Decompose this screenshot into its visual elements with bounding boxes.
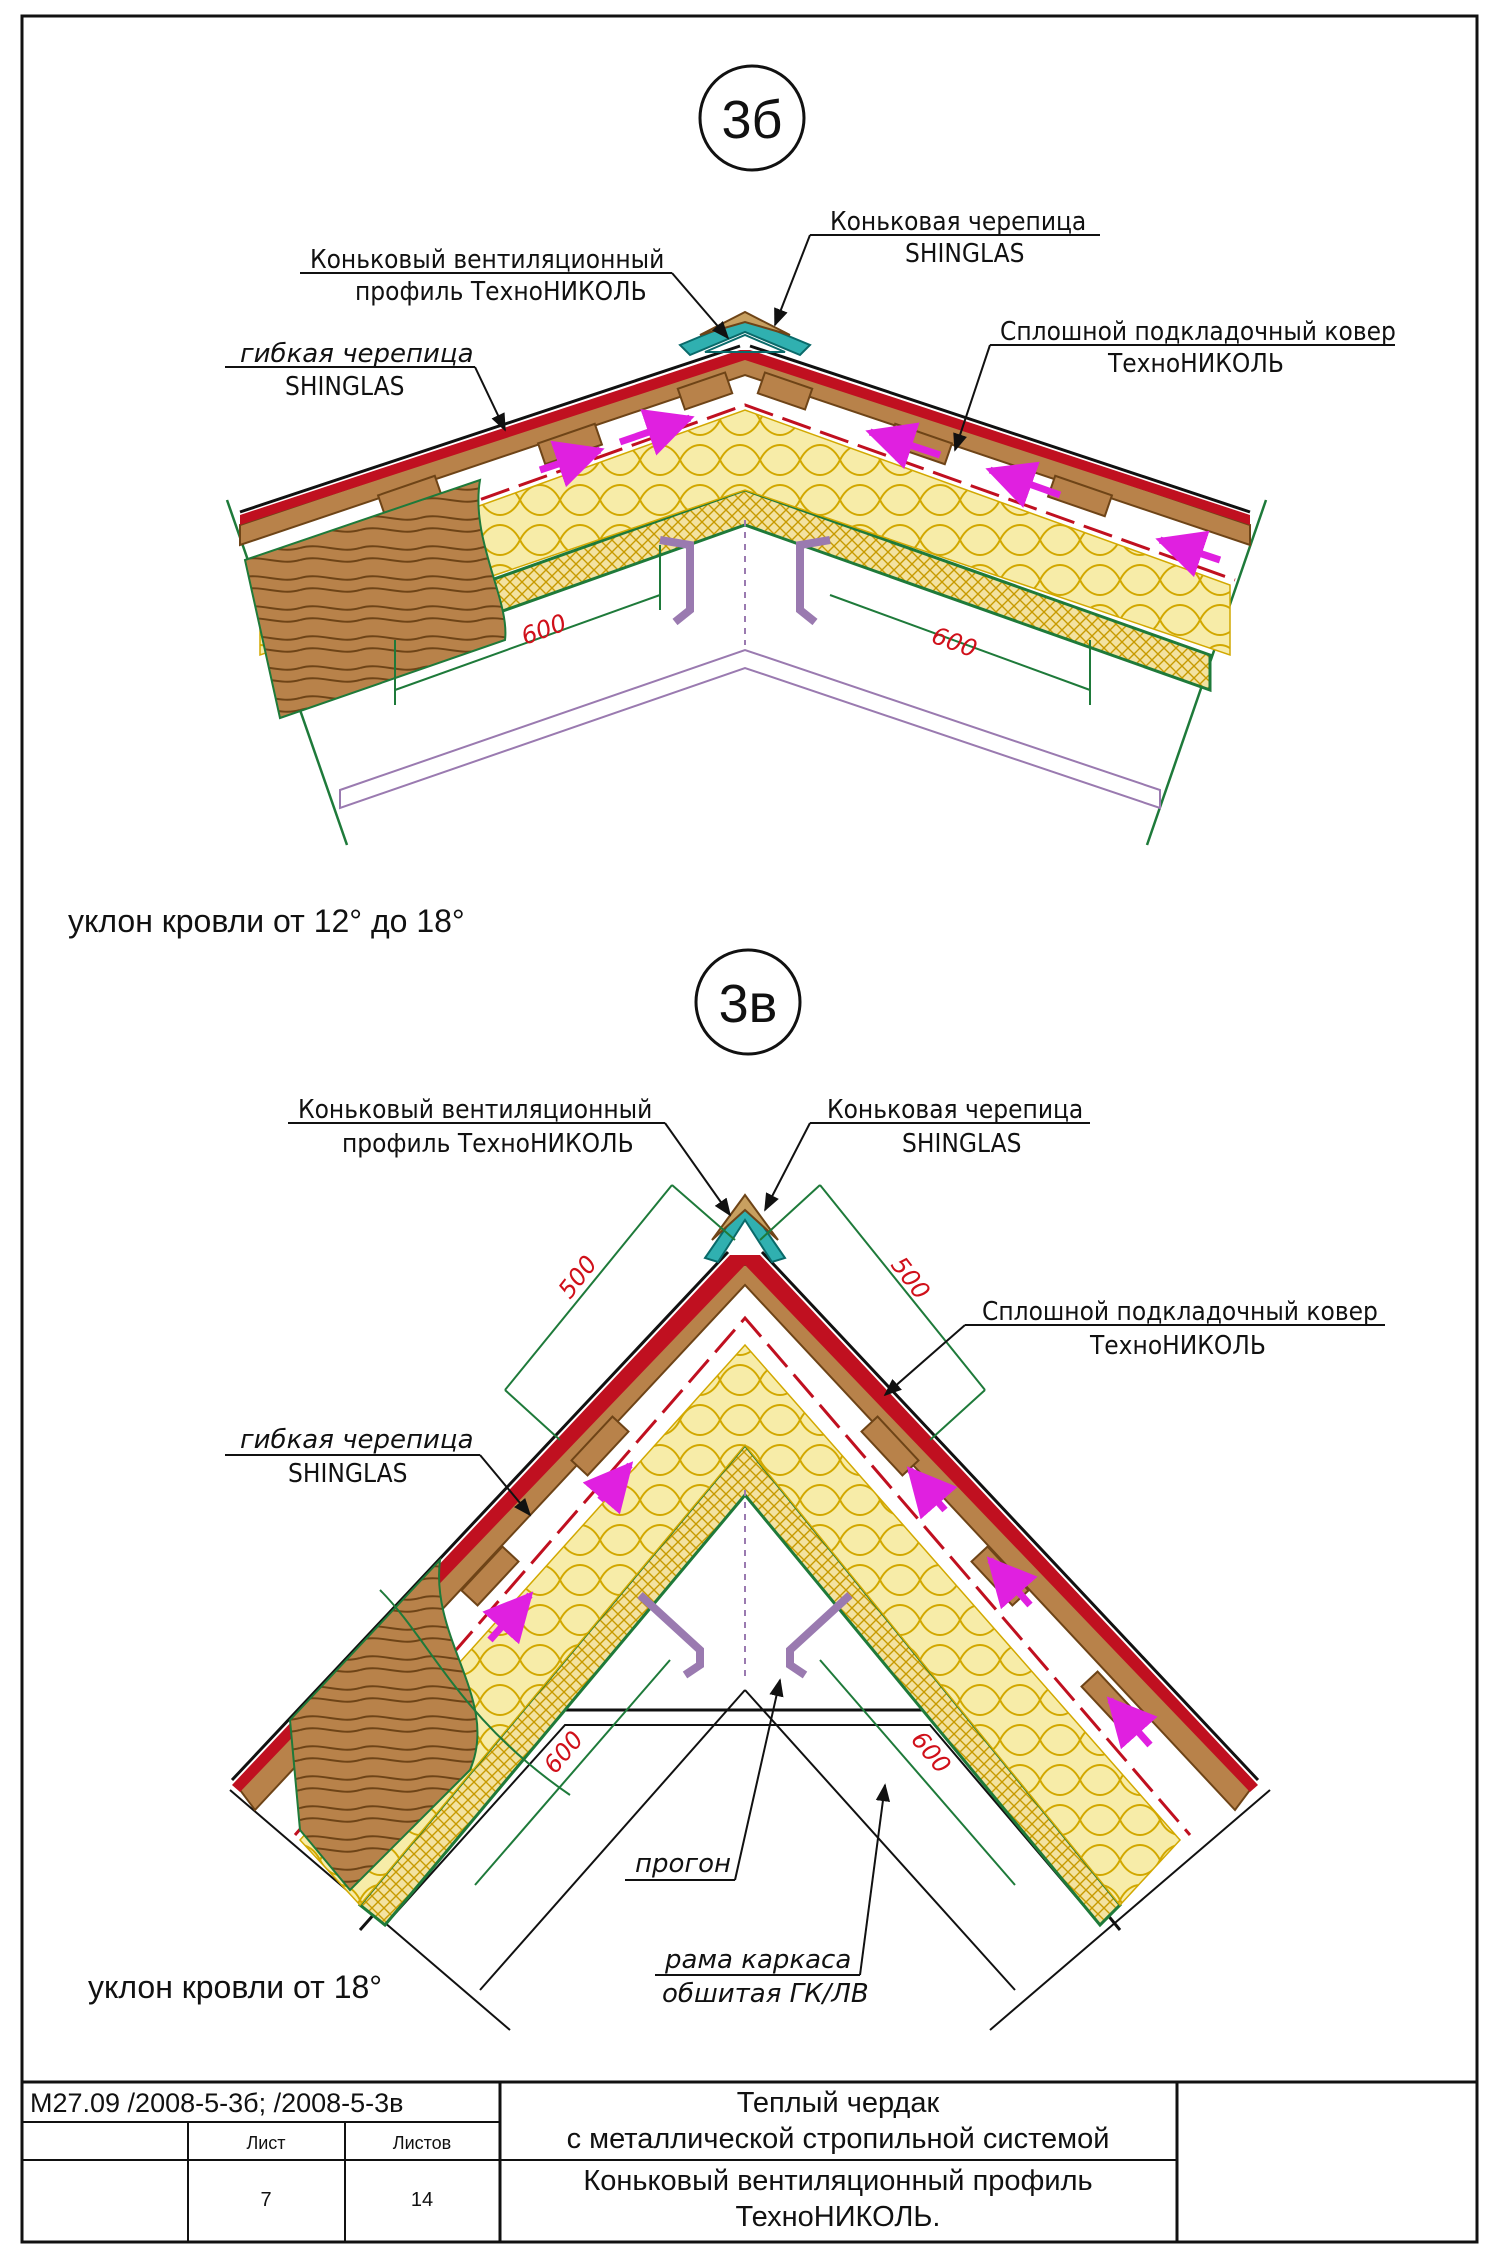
doc-code: М27.09 /2008-5-3б; /2008-5-3в bbox=[30, 2088, 404, 2118]
sheets-label: Листов bbox=[392, 2133, 452, 2153]
label-underlay-v-l2: ТехноНИКОЛЬ bbox=[1090, 1331, 1266, 1361]
title-line-2: с металлической стропильной системой bbox=[566, 2123, 1110, 2155]
label-ridge-profile-l2: профиль ТехноНИКОЛЬ bbox=[355, 277, 647, 307]
dim-600-right-b: 600 bbox=[927, 621, 981, 664]
label-flex-tile-l2: SHINGLAS bbox=[285, 372, 405, 402]
detail-mark: 3б bbox=[721, 90, 783, 150]
label-flex-tile-v-l2: SHINGLAS bbox=[288, 1459, 408, 1489]
dim-600-left-b: 600 bbox=[517, 608, 571, 651]
title-block bbox=[22, 2082, 1477, 2242]
sheets-value: 14 bbox=[410, 2189, 434, 2211]
label-ridge-profile-l1: Коньковый вентиляционный bbox=[310, 245, 665, 275]
detail-3b bbox=[68, 66, 1396, 939]
label-ridge-tile-v-l1: Коньковая черепица bbox=[827, 1095, 1084, 1125]
subtitle-line-1: Коньковый вентиляционный профиль bbox=[583, 2165, 1093, 2197]
label-ridge-tile-l1: Коньковая черепица bbox=[830, 207, 1087, 237]
detail-3v bbox=[88, 950, 1385, 2030]
label-underlay-l2: ТехноНИКОЛЬ bbox=[1108, 349, 1284, 379]
label-underlay-l1: Сплошной подкладочный ковер bbox=[1000, 317, 1396, 347]
slope-note-b: уклон кровли от 12° до 18° bbox=[68, 903, 465, 939]
label-flex-tile-v-l1: гибкая черепица bbox=[240, 1425, 474, 1455]
dim-500-left-v: 500 bbox=[552, 1250, 603, 1304]
sheet-label: Лист bbox=[246, 2133, 286, 2153]
dim-500-right-v: 500 bbox=[885, 1251, 936, 1305]
label-purlin: прогон bbox=[635, 1849, 731, 1879]
dim-600-right-v: 600 bbox=[905, 1725, 957, 1779]
subtitle-line-2: ТехноНИКОЛЬ. bbox=[735, 2201, 941, 2233]
detail-mark-v: 3в bbox=[718, 974, 778, 1034]
label-frame-l1: рама каркаса bbox=[665, 1945, 852, 1975]
label-underlay-v-l1: Сплошной подкладочный ковер bbox=[982, 1297, 1378, 1327]
slope-note-v: уклон кровли от 18° bbox=[88, 1969, 383, 2005]
label-frame-l2: обшитая ГК/ЛВ bbox=[662, 1979, 869, 2009]
label-ridge-tile-l2: SHINGLAS bbox=[905, 239, 1025, 269]
label-ridge-profile-v-l2: профиль ТехноНИКОЛЬ bbox=[342, 1129, 634, 1159]
dim-600-left-v: 600 bbox=[538, 1725, 590, 1779]
sheet-value: 7 bbox=[260, 2189, 272, 2211]
label-flex-tile-l1: гибкая черепица bbox=[240, 339, 474, 369]
ridge-vent-profile-b bbox=[680, 312, 810, 355]
label-ridge-tile-v-l2: SHINGLAS bbox=[902, 1129, 1022, 1159]
title-line-1: Теплый чердак bbox=[736, 2087, 940, 2119]
label-ridge-profile-v-l1: Коньковый вентиляционный bbox=[298, 1095, 653, 1125]
